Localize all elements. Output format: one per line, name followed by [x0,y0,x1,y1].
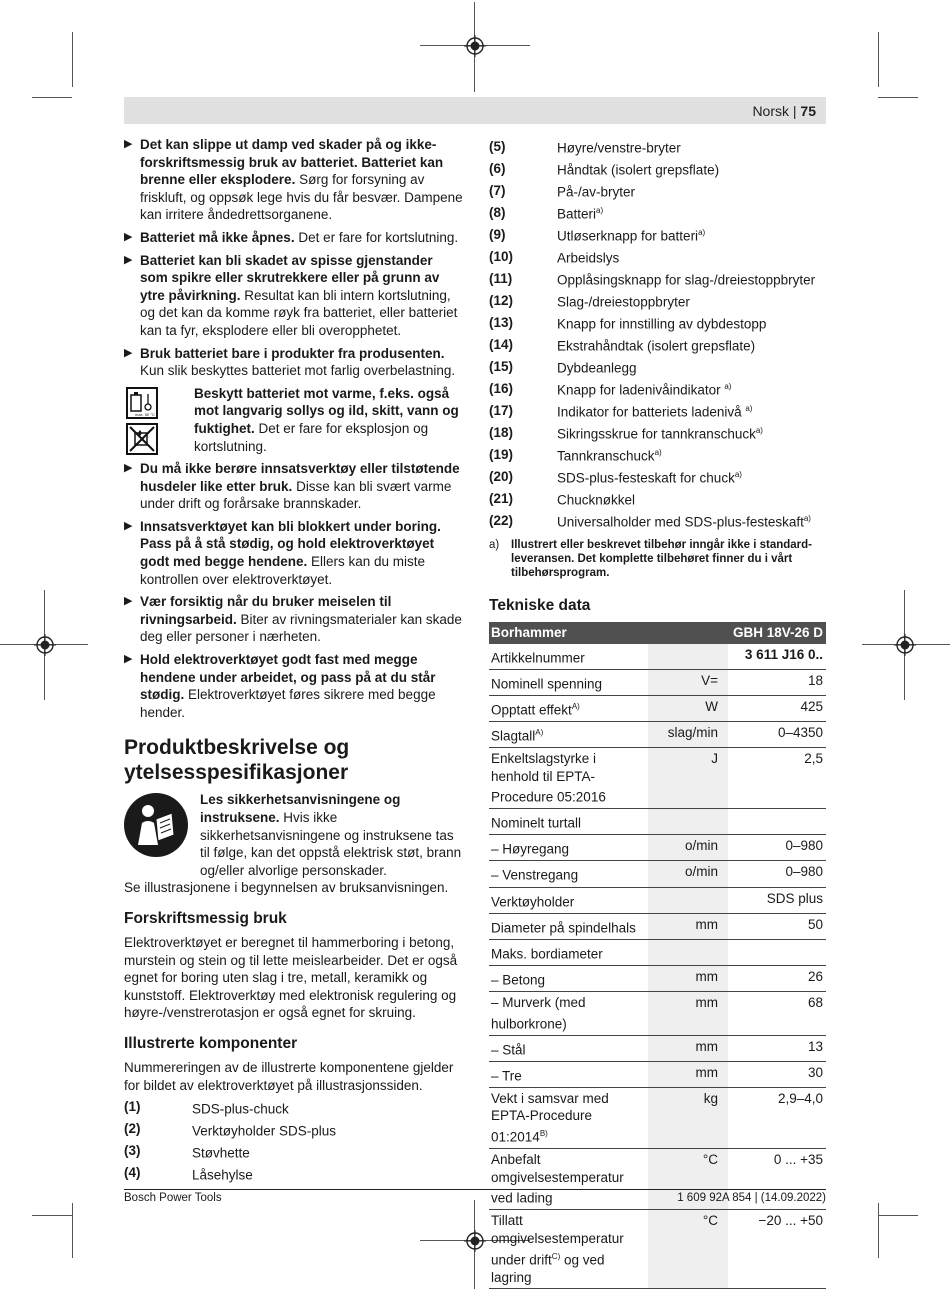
value-cell: 0–4350 [728,721,826,747]
param-cell [489,939,648,965]
bullet-bold-text: Det kan slippe ut damp ved skader på og ikke-forskriftsmessig bruk av batteriet. Batteriet kan brenne eller eksplodere. [140,137,444,188]
param-name: – Betong [491,972,546,988]
unit-cell: °C [648,1210,728,1289]
component-number: (3) [124,1143,141,1159]
table-header-label: Borhammer [489,622,728,644]
component-label: Batteri [557,206,597,222]
bullet-bold-text: Batteriet må ikke åpnes. [140,229,295,245]
component-label: Ekstrahåndtak (isolert grepsflate) [557,338,756,354]
value-cell: SDS plus [728,887,826,913]
right-column [489,136,826,1289]
table-row [489,913,826,939]
temperature-label: max. 50 °C [135,411,155,417]
component-number: (20) [489,469,514,485]
component-label: Slag-/dreiestoppbryter [557,294,690,310]
unit-cell: °C [648,1149,728,1210]
read-notice-bold: Les sikkerhetsanvisningene og instruksene. [200,792,401,825]
component-item [489,378,826,400]
value-cell: 0–980 [728,861,826,887]
component-label: Høyre/venstre-bryter [557,140,681,156]
param-cell [489,913,648,939]
component-label: SDS-plus-festeskaft for chuck [557,470,735,486]
bullet-arrow-icon: ▶ [124,519,133,532]
bullet-arrow-icon: ▶ [124,462,133,475]
unit-cell: mm [648,1035,728,1061]
param-name: Maks. bordiameter [491,946,603,962]
value-cell: −20 ... +50 [728,1210,826,1289]
component-item [124,1096,464,1118]
component-label-wrap [557,400,826,421]
component-number: (17) [489,403,514,419]
crop-mark [878,1215,918,1216]
param-cell [489,991,648,1035]
component-label: På-/av-bryter [557,184,636,200]
component-number: (11) [489,271,513,287]
component-footnote-ref: a) [698,228,706,238]
table-header-row [489,622,826,644]
component-item [124,1140,464,1162]
component-label-wrap [557,312,826,333]
value-cell: 3 611 J16 0.. [728,644,826,670]
component-item [489,246,826,268]
bullet-bold-text: Batteriet kan bli skadet av spisse gjenstander som spikre eller skrutrekkere eller på grunn av ytre påvirkning. [140,252,440,303]
component-label-wrap [557,268,826,289]
bullet-arrow-icon: ▶ [124,230,133,243]
table-row [489,887,826,913]
param-cell [489,695,648,721]
component-number: (21) [489,491,514,507]
table-row [489,965,826,991]
param-cell [489,861,648,887]
footnote-mark: a) [489,539,500,551]
component-number: (8) [489,205,506,221]
param-cell [489,835,648,861]
param-name: – Høyregang [491,841,570,857]
value-cell: 18 [728,669,826,695]
value-cell: 50 [728,913,826,939]
footnote-text: Illustrert eller beskrevet tilbehør inngår ikke i standard-leveransen. Det komplette tilbehøret finner du i vårt tilbehørsprogram. [511,539,813,579]
read-instructions-notice [124,791,464,879]
component-label: Tannkranschuck [557,448,655,464]
component-number: (6) [489,161,506,177]
component-list-2 [489,136,826,532]
heat-warning-text: Det er fare for eksplosjon og kortslutning. [194,420,429,454]
page-number: 75 [800,103,816,119]
param-name: – Tre [491,1068,522,1084]
value-cell: 2,9–4,0 [728,1087,826,1148]
param-name: Tillatt omgivelsestemperatur under drift [491,1213,624,1268]
component-label-wrap [557,444,826,465]
component-label: Sikringsskrue for tannkranschuck [557,426,756,442]
unit-cell: V= [648,669,728,695]
component-label: Chucknøkkel [557,492,636,508]
crop-mark [878,32,879,87]
registration-mark-icon [464,1230,486,1252]
param-name: Anbefalt omgivelsestemperatur ved lading [491,1152,624,1206]
component-label: SDS-plus-chuck [192,1101,289,1117]
component-label-wrap [557,290,826,311]
component-item [489,290,826,312]
component-label-wrap [557,202,826,223]
param-footnote-ref: A) [535,727,544,737]
safety-bullet [124,518,464,588]
param-cell [489,669,648,695]
component-footnote-ref: a) [755,426,763,436]
crop-mark [32,97,72,98]
components-title: Illustrerte komponenter [124,1034,298,1052]
component-label: Dybdeanlegg [557,360,637,376]
value-cell: 2,5 [728,747,826,808]
safety-bullet [124,252,464,340]
param-name: – Stål [491,1042,526,1058]
table-row [489,809,826,835]
value-cell: 26 [728,965,826,991]
param-footnote-ref: A) [571,701,580,711]
param-cell [489,1149,648,1210]
bullet-bold-text: Du må ikke berøre innsatsverktøy eller tilstøtende husdeler like etter bruk. [140,461,460,494]
table-row [489,1035,826,1061]
value-cell [728,939,826,965]
battery-temperature-icon [126,387,158,419]
safety-bullet [124,136,464,224]
bullet-text: Sørg for forsyning av friskluft, og oppsøk lege hvis du får besvær. Dampene kan irritere åndedrettsorganene. [140,172,463,223]
table-row [489,861,826,887]
table-row [489,695,826,721]
table-header-model: GBH 18V-26 D [728,622,826,644]
component-label-wrap [192,1141,464,1162]
component-item [489,400,826,422]
param-footnote-ref: B) [539,1128,548,1138]
header-language: Norsk [752,103,789,119]
component-item [489,158,826,180]
param-name: Nominelt turtall [491,815,582,831]
bullet-bold-text: Vær forsiktig når du bruker meiselen til rivningsarbeid. [140,594,392,627]
param-name: Verktøyholder [491,894,575,910]
component-label: Knapp for ladenivåindikator [557,382,725,398]
unit-cell: o/min [648,861,728,887]
component-label-wrap [557,422,826,443]
component-label: Verktøyholder SDS-plus [192,1123,337,1139]
component-number: (14) [489,337,514,353]
safety-bullets-2 [124,460,464,721]
bullet-text: Ellers kan du miste kontrollen over elektroverktøyet. [140,554,426,587]
component-label: Håndtak (isolert grepsflate) [557,162,720,178]
unit-cell: mm [648,913,728,939]
component-list [124,1096,464,1184]
table-row [489,644,826,670]
table-row [489,1087,826,1148]
param-cell [489,1035,648,1061]
component-label-wrap [557,466,826,487]
component-item [124,1118,464,1140]
left-column [124,136,464,1184]
component-item [489,224,826,246]
component-label-wrap [557,246,826,267]
param-cell [489,965,648,991]
footer-rule [124,1189,826,1190]
component-footnote-ref: a) [745,404,753,414]
param-cell [489,809,648,835]
component-number: (1) [124,1099,141,1115]
component-item [489,136,826,158]
bullet-bold-text: Hold elektroverktøyet godt fast med megge hendene under arbeidet, og pass på at du står stødig. [140,652,436,703]
safety-bullet [124,460,464,513]
intended-use-text: Elektroverktøyet er beregnet til hammerboring i betong, murstein og stein og til lette meislearbeider. Det er også egnet for boring uten slag i tre, metall, keramikk og kunststoff. Elektroverktøy med elektronisk regulering og høyre-/venstrerotasjon er også egnet for skruing. [124,934,458,1021]
read-notice-text: Hvis ikke sikkerhetsanvisningene og instruksene tas til følge, kan det oppstå elektrisk støt, brann og/eller alvorlige personskader. [200,810,462,878]
component-number: (19) [489,447,514,463]
crop-mark [32,1215,72,1216]
tech-data-title: Tekniske data [489,597,591,614]
component-label-wrap [192,1163,464,1184]
component-label: Universalholder med SDS-plus-festeskaft [557,514,804,530]
registration-mark-icon [464,35,486,57]
safety-bullet [124,229,464,247]
crop-mark [72,1203,73,1258]
component-item [124,1162,464,1184]
unit-cell: W [648,695,728,721]
component-footnote-ref: a) [596,206,604,216]
param-cell [489,887,648,913]
table-row [489,1210,826,1289]
component-label-wrap [557,180,826,201]
footer-doc-number: 1 609 92A 854 | (14.09.2022) [677,1192,826,1204]
value-cell: 425 [728,695,826,721]
value-cell: 13 [728,1035,826,1061]
value-cell: 0–980 [728,835,826,861]
component-label-wrap [557,224,826,245]
param-name: Vekt i samsvar med EPTA-Procedure 01:2014 [491,1090,609,1145]
table-row [489,721,826,747]
header-text [752,103,816,119]
component-number: (9) [489,227,506,243]
page-header [124,97,826,124]
component-label-wrap [192,1097,464,1118]
param-cell [489,721,648,747]
param-name: – Murverk (med hulborkrone) [491,994,586,1031]
param-name: Diameter på spindelhals [491,920,636,936]
component-label-wrap [557,488,826,509]
component-label: Låsehylse [192,1167,253,1183]
value-cell: 68 [728,991,826,1035]
param-cell [489,1210,648,1289]
param-name: Enkeltslagstyrke i henhold til EPTA-Procedure 05:2016 [491,750,606,805]
component-footnote-ref: a) [734,470,742,480]
section-title: Produktbeskrivelse og ytelsesspesifikasjoner [124,736,350,785]
unit-cell [648,809,728,835]
component-label: Utløserknapp for batteri [557,228,699,244]
component-number: (5) [489,139,506,155]
component-item [489,202,826,224]
crop-mark [72,32,73,87]
read-manual-icon [124,793,188,857]
component-number: (22) [489,513,514,529]
components-intro: Nummereringen av de illustrerte komponentene gjelder for bildet av elektroverktøyet på illustrasjonssiden. [124,1059,454,1093]
crop-mark [878,1203,879,1258]
component-number: (16) [489,381,514,397]
component-label-wrap [557,356,826,377]
bullet-arrow-icon: ▶ [124,346,133,359]
safety-bullet [124,593,464,646]
header-separator: | [792,103,797,119]
bullet-arrow-icon: ▶ [124,138,133,150]
bullet-text: Resultat kan bli intern kortslutning, og det kan da komme røyk fra batteriet, eller batteriet kan ta fyr, eksplodere eller bli overopphetet. [140,287,458,338]
unit-cell [648,887,728,913]
illustrations-note: Se illustrasjonene i begynnelsen av bruksanvisningen. [124,880,449,896]
registration-mark-icon [894,634,916,656]
component-label-wrap [557,136,826,157]
component-item [489,268,826,290]
component-label: Knapp for innstilling av dybdestopp [557,316,767,332]
table-row [489,669,826,695]
component-footnote-ref: a) [654,448,662,458]
component-label-wrap [192,1119,464,1140]
unit-cell: mm [648,1061,728,1087]
component-item [489,466,826,488]
table-row [489,747,826,808]
value-cell [728,809,826,835]
component-item [489,510,826,532]
component-number: (13) [489,315,514,331]
bullet-text: Disse kan bli svært varme under drift og forårsake brannskader. [140,478,452,512]
bullet-bold-text: Bruk batteriet bare i produkter fra produsenten. [140,345,445,361]
param-footnote-ref: C) [551,1251,561,1261]
value-cell: 30 [728,1061,826,1087]
unit-cell: kg [648,1087,728,1148]
bullet-text: Kun slik beskyttes batteriet mot farlig overbelastning. [140,363,456,379]
unit-cell: o/min [648,835,728,861]
registration-mark-icon [34,634,56,656]
component-label: Indikator for batteriets ladenivå [557,404,746,420]
component-item [489,334,826,356]
safety-bullets [124,136,464,380]
component-number: (12) [489,293,514,309]
param-cell [489,1061,648,1087]
bullet-bold-text: Innsatsverktøyet kan bli blokkert under boring. Pass på å stå stødig, og hold elektroverktøyet godt med begge hendene. [140,518,441,570]
bullet-arrow-icon: ▶ [124,653,133,666]
component-label-wrap [557,510,826,531]
component-label-wrap [557,378,826,399]
param-cell [489,747,648,808]
table-row [489,991,826,1035]
bullet-text: Elektroverktøyet føres sikrere med begge hender. [140,687,436,720]
param-name: Slagtall [491,728,536,744]
component-label-wrap [557,158,826,179]
component-item [489,488,826,510]
warning-icons [126,387,160,459]
component-label: Opplåsingsknapp for slag-/dreiestoppbryter [557,272,816,288]
bullet-text: Det er fare for kortslutning. [294,229,459,245]
component-item [489,180,826,202]
table-row [489,939,826,965]
footnote [489,538,826,580]
table-row [489,835,826,861]
component-label-wrap [557,334,826,355]
unit-cell [648,644,728,670]
component-item [489,312,826,334]
unit-cell: mm [648,965,728,991]
table-row [489,1061,826,1087]
unit-cell [648,939,728,965]
component-footnote-ref: a) [803,514,811,524]
param-suffix: og ved lagring [491,1252,605,1285]
unit-cell: slag/min [648,721,728,747]
component-number: (18) [489,425,514,441]
component-number: (4) [124,1165,141,1181]
component-item [489,422,826,444]
component-label: Støvhette [192,1145,250,1161]
value-cell: 0 ... +35 [728,1149,826,1210]
component-item [489,356,826,378]
bullet-arrow-icon: ▶ [124,253,133,266]
bullet-text: Biter av rivningsmaterialer kan skade deg eller personer i nærheten. [140,611,462,645]
param-name: Opptatt effekt [491,702,572,718]
param-name: Nominell spenning [491,676,603,692]
component-item [489,444,826,466]
component-number: (15) [489,359,514,375]
safety-bullet [124,345,464,380]
param-cell [489,1087,648,1148]
footer-brand: Bosch Power Tools [124,1192,222,1204]
param-name: Artikkelnummer [491,650,585,666]
safety-bullet [124,651,464,721]
component-number: (7) [489,183,506,199]
intended-use-title: Forskriftsmessig bruk [124,909,287,927]
heat-warning-bold: Beskytt batteriet mot varme, f.eks. også mot langvarig sollys og ild, skitt, vann og fuktighet. [194,385,459,436]
param-name: – Venstregang [491,867,579,883]
heat-warning [124,385,464,455]
unit-cell: J [648,747,728,808]
unit-cell: mm [648,991,728,1035]
component-label: Arbeidslys [557,250,620,266]
no-fire-water-icon [126,423,158,455]
component-number: (10) [489,249,514,265]
bullet-arrow-icon: ▶ [124,595,133,608]
crop-mark [878,97,918,98]
param-cell [489,644,648,670]
component-number: (2) [124,1121,141,1137]
component-footnote-ref: a) [724,382,732,392]
